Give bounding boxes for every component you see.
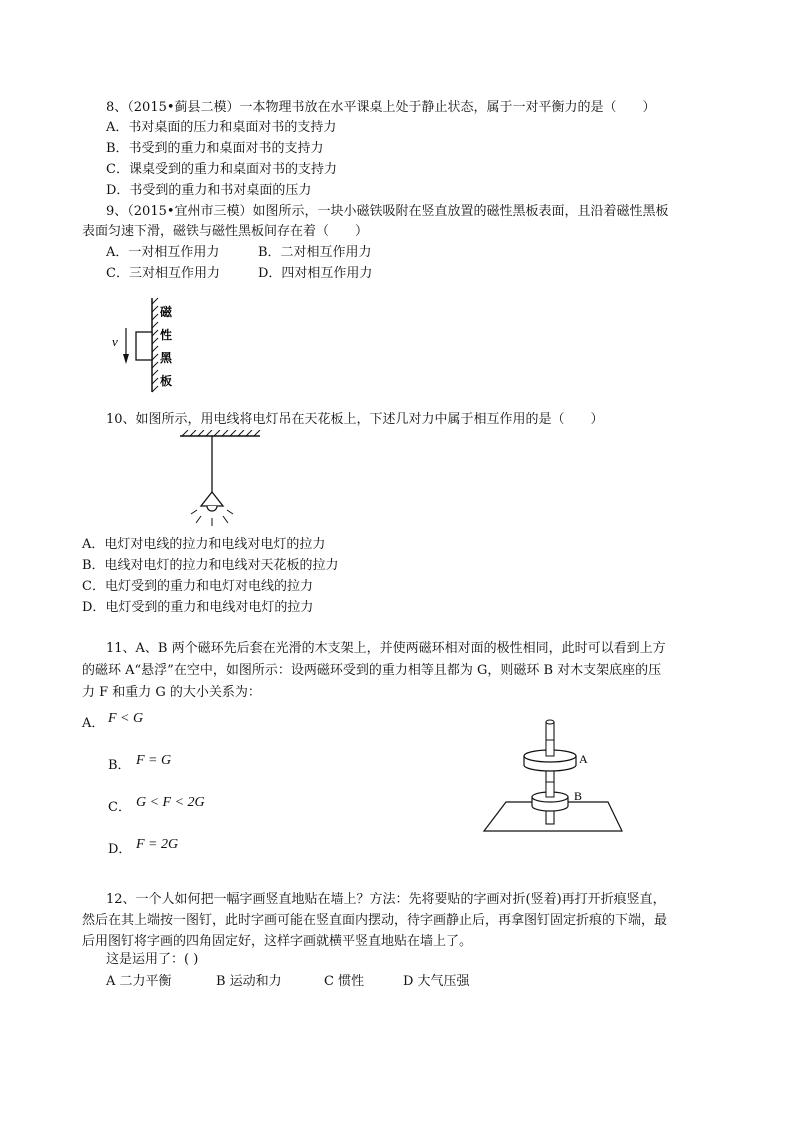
q11-option-b-math: F = G [136, 753, 172, 768]
q10-hanging-lamp-figure [176, 430, 266, 530]
q12-stem-line1: 12、一个人如何把一幅字画竖直地贴在墙上？方法：先将要贴的字画对折(竖着)再打开折痕竖直， [106, 892, 666, 907]
q11-option-a-math: F < G [108, 711, 144, 726]
q12-option-b: B 运动和力 [216, 974, 282, 989]
ring-a [524, 740, 576, 771]
q8-option-a: A．书对桌面的压力和桌面对书的支持力 [106, 120, 337, 135]
q12-stem-line2: 然后在其上端按一图钉，此时字画可能在竖直面内摆动，待字画静止后，再拿图钉固定折痕的下端，最 [82, 913, 668, 928]
q12-stem-line3: 后用图钉将字画的四角固定好，这样字画就横平竖直地贴在墙上了。 [82, 934, 473, 949]
board-label-char-2: 性 [160, 328, 173, 342]
q8-option-c: C．课桌受到的重力和桌面对书的支持力 [106, 162, 337, 177]
board-hatching [152, 298, 158, 392]
q9-stem-line2: 表面匀速下滑，磁铁与磁性黑板间存在着（ ） [82, 224, 369, 239]
q9-option-a: A．一对相互作用力 [106, 245, 220, 260]
q10-option-d: D．电灯受到的重力和电线对电灯的拉力 [82, 600, 314, 615]
ring-b-label: B [574, 789, 583, 803]
q11-option-a-letter: A． [82, 716, 105, 731]
q10-option-a: A．电灯对电线的拉力和电线对电灯的拉力 [82, 537, 326, 552]
q9-option-c: C．三对相互作用力 [106, 266, 220, 281]
magnet-block [136, 332, 152, 360]
q12-option-c: C 惯性 [324, 974, 365, 989]
board-label-char-3: 黑 [160, 351, 173, 365]
ring-a-label: A [579, 752, 588, 766]
light-rays [191, 510, 233, 526]
q9-option-b: B．二对相互作用力 [258, 245, 372, 260]
q11-magnetic-rings-figure [478, 718, 628, 838]
ceiling-hatching [182, 430, 260, 436]
q11-option-b-letter: B． [108, 758, 131, 773]
q10-stem: 10、如图所示，用电线将电灯吊在天花板上，下述几对力中属于相互作用的是（ ） [106, 412, 604, 427]
rod-top [546, 720, 554, 724]
q12-option-d: D 大气压强 [403, 974, 470, 989]
q11-stem-line3: 力 F 和重力 G 的大小关系为： [82, 685, 261, 700]
q11-stem-line2: 的磁环 A“悬浮”在空中，如图所示：设两磁环受到的重力相等且都为 G，则磁环 B 对木支架底座的压 [82, 663, 662, 678]
q11-option-d-math: F = 2G [136, 837, 179, 852]
q11-option-d-letter: D． [108, 842, 132, 857]
q12-prompt: 这是运用了：( ) [106, 952, 199, 967]
q9-magnet-board-figure [108, 294, 188, 394]
velocity-arrowhead [123, 354, 129, 364]
lamp-bulb [207, 506, 217, 511]
q8-option-b: B．书受到的重力和桌面对书的支持力 [106, 141, 324, 156]
q10-option-c: C．电灯受到的重力和电灯对电线的拉力 [82, 579, 313, 594]
q11-stem-line1: 11、A、B 两个磁环先后套在光滑的木支架上，并使两磁环相对面的极性相同，此时可以看到上方 [106, 641, 666, 656]
q10-option-b: B．电线对电灯的拉力和电线对天花板的拉力 [82, 558, 339, 573]
q9-stem-line1: 9、（2015•宜州市三模）如图所示，一块小磁铁吸附在竖直放置的磁性黑板表面，且沿着磁性黑板 [106, 204, 669, 219]
q11-option-c-letter: C． [108, 800, 131, 815]
ring-b [532, 782, 568, 811]
q11-option-c-math: G < F < 2G [136, 795, 205, 810]
velocity-label: v [112, 334, 118, 349]
q12-option-a: A 二力平衡 [106, 974, 172, 989]
q8-stem: 8、（2015•蓟县二模）一本物理书放在水平课桌上处于静止状态，属于一对平衡力的是（ ） [106, 100, 656, 115]
lamp-shade [201, 492, 223, 506]
board-label-char-1: 磁 [160, 305, 173, 319]
q8-option-d: D．书受到的重力和书对桌面的压力 [106, 183, 312, 198]
board-label-char-4: 板 [160, 374, 173, 388]
q9-option-d: D．四对相互作用力 [258, 266, 373, 281]
